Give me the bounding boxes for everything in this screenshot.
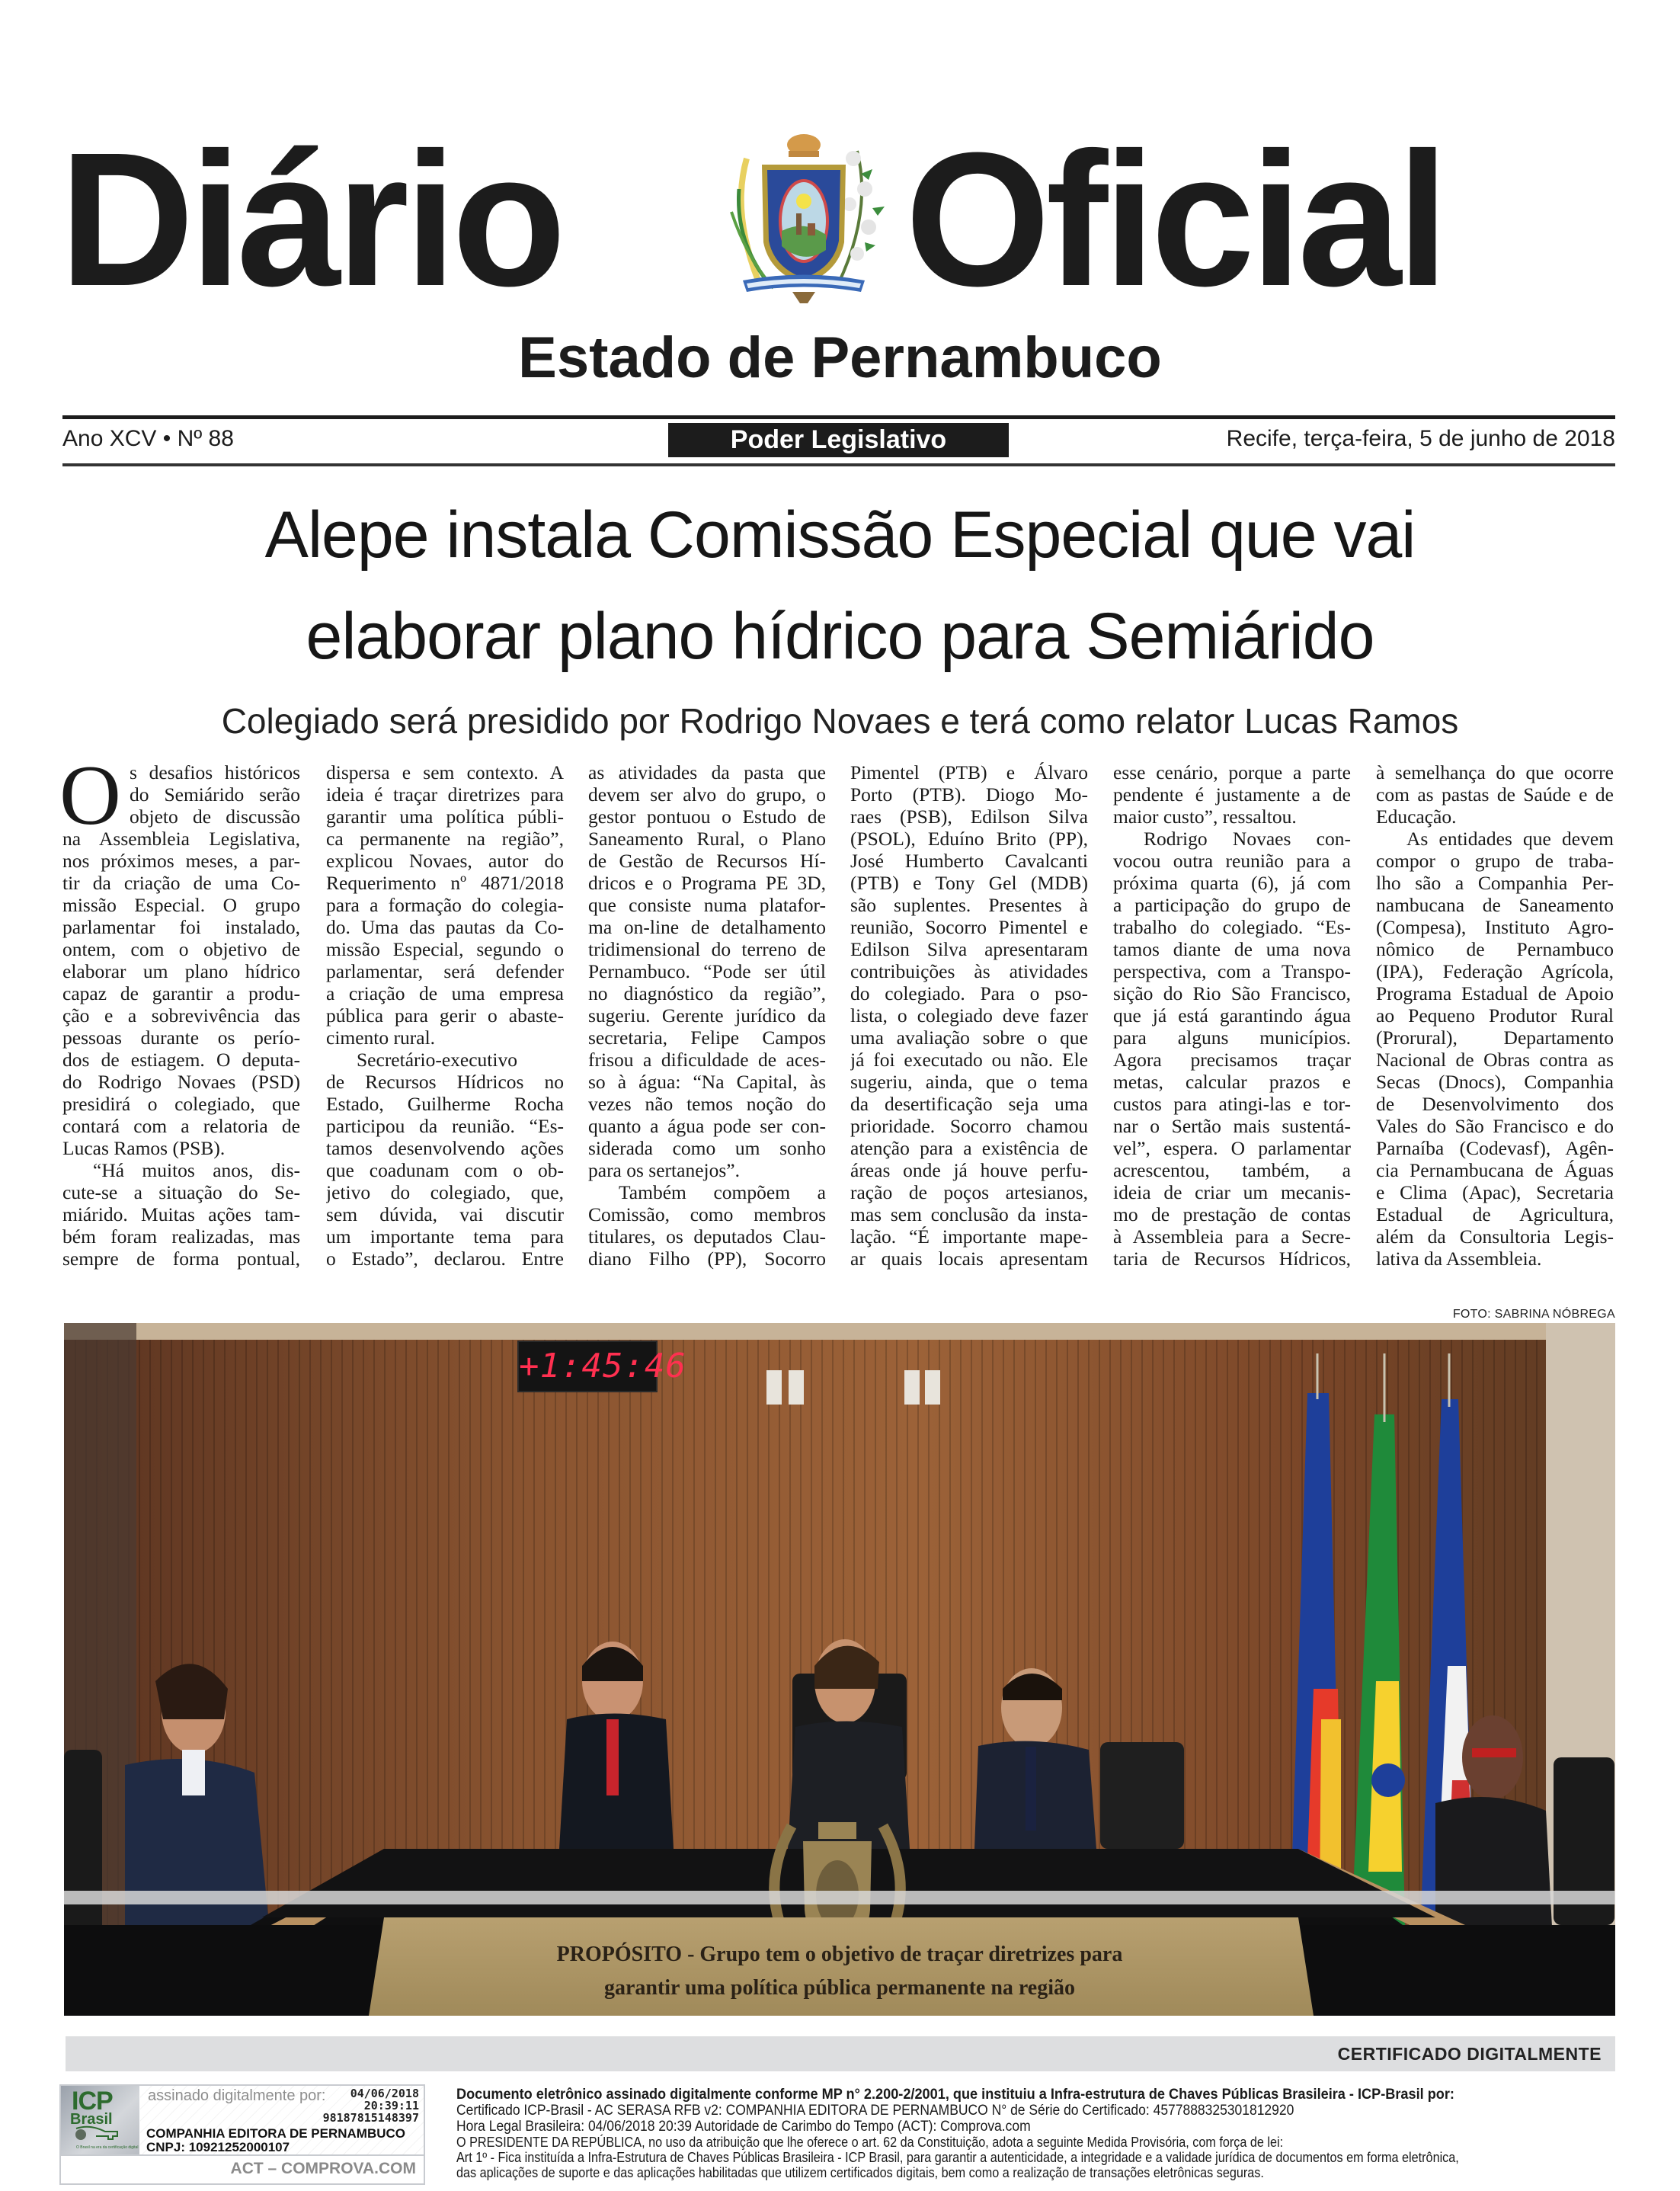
article-text-line: bém foram realizadas, mas [62,1225,300,1248]
article-text-line: próxima quarta (6), já com [1113,872,1351,894]
article-text-line: na Assembleia Legislativa, [62,828,300,850]
legal-line-1: Documento eletrônico assinado digitalmente conforme MP n° 2.200-2/2001, que instituiu a Infra-estrutura de Chaves Públicas Brasileira - ICP-Brasil por: [456,2086,1454,2103]
article-text-line: trabalho do colegiado. “Es- [1113,916,1351,938]
article-text-line: tridimensional do terreno de [588,938,826,960]
article-text-line: Pimentel (PTB) e Álvaro [850,761,1088,783]
certified-bar [66,2036,1615,2071]
article-text-line: Saneamento Rural, o Plano [588,828,826,850]
article-text-line: so à água: “Na Capital, às [588,1071,826,1093]
article-text-line: Também compõem a [619,1181,826,1203]
article-text-line: nar o Sertão mais sustentá- [1113,1115,1351,1137]
drop-cap: O [59,748,121,843]
stamp-cnpj: CNPJ: 10921252000107 [146,2140,290,2154]
article-text-line: uma avaliação sobre o que [850,1027,1088,1049]
article-text-line: o Estado”, declarou. Entre [326,1248,564,1270]
article-text-line: pessoas durante os perío- [62,1027,300,1049]
article-text-line: tamos diante de uma nova [1113,938,1351,960]
article-text-line: a participação do grupo de [1113,894,1351,916]
article-text-line: perspectiva, com a Transpo- [1113,960,1351,982]
signed-by-label: assinado digitalmente por: [148,2087,326,2104]
legal-line-6: das aplicações de suporte e das aplicações habilitadas que utilizem certificados digitais, bem como a realização de transações eletrônicas seguras. [456,2165,1264,2180]
article-text-line: que já está garantindo água [1113,1004,1351,1027]
article-text-line: vel”, espera. O parlamentar [1113,1137,1351,1159]
stamp-details [140,2086,424,2154]
legal-line-4: O PRESIDENTE DA REPÚBLICA, no uso da atribuição que lhe oferece o art. 62 da Constituição, adota a seguinte Medida Provisória, com força de lei: [456,2135,1284,2150]
article-text-line: Lucas Ramos (PSB). [62,1137,226,1159]
article-text-line: dispersa e sem contexto. A [326,761,564,783]
article-text-line: ideia é traçar diretrizes para [326,783,564,806]
article-text-line: tamos desenvolvendo ações [326,1137,564,1159]
article-text-line: Comissão, como membros [588,1203,826,1225]
article-text-line: jetivo do colegiado, que, [326,1181,564,1203]
stamp-company: COMPANHIA EDITORA DE PERNAMBUCO [146,2126,406,2141]
article-text-line: as atividades da pasta que [588,761,826,783]
masthead-title-left: Diário [59,113,562,325]
article-text-line: que coadunam com o ob- [326,1159,564,1181]
article-text-line: nômico de Pernambuco [1376,938,1614,960]
article-text-line: cute-se a situação do Se- [62,1181,300,1203]
article-text-line: (PTB) e Tony Gel (MDB) [850,872,1088,894]
article-text-line: gestor pontuou o Estudo de [588,806,826,828]
article-text-line: sição do Rio São Francisco, [1113,982,1351,1004]
article-deck: Colegiado será presidido por Rodrigo Novaes e terá como relator Lucas Ramos [221,701,1459,741]
article-column-5 [1113,761,1351,1270]
caption-kicker: PROPÓSITO [556,1943,683,1966]
article-text-line: um importante tema para [326,1225,564,1248]
stamp-code: 98187815148397 [322,2111,419,2125]
legal-line-3: Hora Legal Brasileira: 04/06/2018 20:39 Autoridade de Carimbo do Tempo (ACT): Comprova.com [456,2119,1031,2135]
masthead-subtitle: Estado de Pernambuco [518,325,1162,390]
article-text-line: esse cenário, porque a parte [1113,761,1351,783]
article-text-line: cimento rural. [326,1027,436,1049]
article-text-line: dos de estiagem. O deputa- [62,1049,300,1071]
article-text-line: (IPA), Federação Agrícola, [1376,960,1614,982]
stamp-timestamp [323,2087,419,2124]
article-text-line: lho são a Companhia Per- [1376,872,1614,894]
icp-brasil-logo [61,2086,139,2154]
caption-line-2: garantir uma política pública permanente na região [603,1976,1076,2000]
article-text-line: sem dúvida, vai discutir [326,1203,564,1225]
article-text-line: à semelhança do que ocorre [1376,761,1614,783]
article-text-line: lação. “É importante mape- [850,1225,1088,1248]
article-text-line: ao Pequeno Produtor Rural [1376,1004,1614,1027]
article-text-line: metas, calcular prazos e [1113,1071,1351,1093]
stamp-act-link[interactable]: ACT – COMPROVA.COM [230,2160,416,2177]
article-column-3 [588,761,826,1270]
article-text-line: titulares, os deputados Clau- [588,1225,826,1248]
article-text-line: miárido. Muitas ações tam- [62,1203,300,1225]
article-text-line: compor o grupo de traba- [1376,850,1614,872]
article-text-line: secretaria, Felipe Campos [588,1027,826,1049]
article-text-line: ma on-line de detalhamento [588,916,826,938]
article-text-line: ca permanente na região”, [326,828,564,850]
key-icon [75,2125,120,2145]
article-text-line: ração de poços artesianos, [850,1181,1088,1203]
article-text-line: vocou outra reunião para a [1113,850,1351,872]
icp-logo-subtext: Brasil [70,2111,113,2128]
legal-line-5: Art 1º - Fica instituída a Infra-Estrutura de Chaves Públicas Brasileira - ICP Brasil, para garantir a autenticidade, a integridade e a validade jurídica de documentos em forma eletrônica, [456,2150,1459,2165]
article-text-line: siderada como um sonho [588,1137,826,1159]
article-text-line: da desertificação seja uma [850,1093,1088,1115]
icp-logo-text: ICP [72,2087,113,2116]
article-text-line: parlamentar, será defender [326,960,564,982]
dateline: Recife, terça-feira, 5 de junho de 2018 [1226,426,1615,451]
article-column-6 [1376,761,1614,1270]
article-text-line: mo de prestação de contas [1113,1203,1351,1225]
article-text-line: taria de Recursos Hídricos, [1113,1248,1351,1270]
article-text-line: ideia de criar um mecanis- [1113,1181,1351,1203]
article-text-line: que consiste numa platafor- [588,894,826,916]
article-text-line: do colegiado. Para o pso- [850,982,1088,1004]
article-text-line: As entidades que devem [1406,828,1614,850]
article-text-line: nos próximos meses, a par- [62,850,300,872]
article-text-line: Porto (PTB). Diogo Mo- [850,783,1088,806]
icp-logo-tagline: O Brasil na era da certificação digital [76,2145,139,2150]
article-text-line: missão Especial. O grupo [62,894,300,916]
article-text-line: ar quais locais apresentam [850,1248,1088,1270]
article-text-line: sempre de forma pontual, [62,1248,300,1270]
article-text-line: ontem, com o objetivo de [62,938,300,960]
article-text-line: presidirá o colegiado, que [62,1093,300,1115]
coat-of-arms-emblem [716,128,891,305]
article-column-1 [62,761,300,1270]
article-text-line: quanto a água pode ser con- [588,1115,826,1137]
article-text-line: (Compesa), Instituto Agro- [1376,916,1614,938]
article-text-line: custos para atingi-las e tor- [1113,1093,1351,1115]
session-timer-display: +1:45:46 [517,1341,658,1392]
stamp-divider [61,2154,424,2156]
digital-signature-stamp [59,2084,425,2185]
article-text-line: ção e a sobrevivência das [62,1004,300,1027]
article-text-line: de Gestão de Recursos Hí- [588,850,826,872]
article-text-line: José Humberto Cavalcanti [850,850,1088,872]
article-text-line: do Rodrigo Novaes (PSD) [62,1071,300,1093]
article-text-line: Agora precisamos traçar [1113,1049,1351,1071]
article-text-line: “Há muitos anos, dis- [93,1159,300,1181]
article-text-line: à Assembleia para a Secre- [1113,1225,1351,1248]
article-text-line: Programa Estadual de Apoio [1376,982,1614,1004]
article-text-line: com as pastas de Saúde e de [1376,783,1614,806]
article-text-line: lista, o colegiado deve fazer [850,1004,1088,1027]
article-text-line: missão Especial, segundo o [326,938,564,960]
article-text-line: Estado, Guilherme Rocha [326,1093,564,1115]
article-text-line: Educação. [1376,806,1457,828]
article-text-line: de Recursos Hídricos no [326,1071,564,1093]
article-text-line: Nacional de Obras contra as [1376,1049,1614,1071]
article-text-line: maior custo”, ressaltou. [1113,806,1297,828]
article-text-line: Vales do São Francisco e do [1376,1115,1614,1137]
article-text-line: explicou Novaes, autor do [326,850,564,872]
article-text-line: Pernambuco. “Pode ser útil [588,960,826,982]
article-text-line: cia Pernambucana de Águas [1376,1159,1614,1181]
article-text-line: dricos e o Programa PE 3D, [588,872,826,894]
article-text-line: para os sertanejos”. [588,1159,740,1181]
article-text-line: e Clima (Apac), Secretaria [1376,1181,1614,1203]
article-column-4 [850,761,1088,1270]
article-text-line: Secas (Dnocs), Companhia [1376,1071,1614,1093]
article-text-line: s desafios históricos [130,761,300,783]
article-text-line: raes (PSB), Edilson Silva [850,806,1088,828]
article-text-line: Estadual de Agricultura, [1376,1203,1614,1225]
header-rule-bottom [62,463,1615,466]
article-text-line: reunião, Socorro Pimentel e [850,916,1088,938]
section-badge: Poder Legislativo [668,423,1009,457]
article-text-line: para alguns municípios. [1113,1027,1351,1049]
article-text-line: já foi executado ou não. Ele [850,1049,1088,1071]
headline-line-1: Alepe instala Comissão Especial que vai [264,498,1416,572]
article-text-line: de Desenvolvimento dos [1376,1093,1614,1115]
article-text-line: tir da criação de uma Co- [62,872,300,894]
legal-notice [456,2086,1622,2180]
article-text-line: nambucana de Saneamento [1376,894,1614,916]
photo-caption [64,1938,1615,2005]
article-text-line: áreas onde já houve perfu- [850,1159,1088,1181]
caption-line-1: - Grupo tem o objetivo de traçar diretrizes para [682,1943,1123,1966]
article-photo [64,1323,1615,2016]
article-text-line: garantir uma política públi- [326,806,564,828]
photo-credit: FOTO: SABRINA NÓBREGA [1452,1308,1615,1321]
article-text-line: acrescentou, também, a [1113,1159,1351,1181]
article-text-line: pendente é justamente a de [1113,783,1351,806]
article-text-line: frisou a dificuldade de aces- [588,1049,826,1071]
article-text-line: sugeriu. Gerente jurídico da [588,1004,826,1027]
article-text-line: sugeriu, ainda, que o tema [850,1071,1088,1093]
article-text-line: Secretário-executivo [357,1049,517,1071]
headline-line-2: elaborar plano hídrico para Semiárido [306,600,1374,673]
article-text-line: (Prorural), Departamento [1376,1027,1614,1049]
article-text-line: lativa da Assembleia. [1376,1248,1542,1270]
article-text-line: são suplentes. Presentes à [850,894,1088,916]
article-text-line: prioridade. Socorro chamou [850,1115,1088,1137]
article-text-line: mas sem conclusão da insta- [850,1203,1088,1225]
article-text-line: Requerimento nº 4871/2018 [326,872,564,894]
article-text-line: elaborar um plano hídrico [62,960,300,982]
article-text-line: do Semiárido serão [130,783,300,806]
article-text-line: parlamentar foi instalado, [62,916,300,938]
stamp-date: 04/06/2018 [350,2087,419,2100]
article-text-line: contribuições às atividades [850,960,1088,982]
article-text-line: (PSOL), Eduíno Brito (PP), [850,828,1088,850]
article-text-line: vezes não temos noção do [588,1093,826,1115]
article-text-line: para a formação do colegia- [326,894,564,916]
article-text-line: Rodrigo Novaes con- [1144,828,1351,850]
article-text-line: capaz de garantir a produ- [62,982,300,1004]
certified-label: CERTIFICADO DIGITALMENTE [1337,2044,1602,2064]
article-text-line: além da Consultoria Legis- [1376,1225,1614,1248]
article-text-line: participou da reunião. “Es- [326,1115,564,1137]
article-text-line: contará com a relatoria de [62,1115,300,1137]
article-text-line: Parnaíba (Codevasf), Agên- [1376,1137,1614,1159]
header-rule-top [62,415,1615,419]
stamp-time: 20:39:11 [363,2099,419,2113]
article-column-2 [326,761,564,1270]
article-text-line: devem ser alvo do grupo, o [588,783,826,806]
edition-number: Ano XCV • Nº 88 [62,426,234,451]
masthead-title-right: Oficial [905,113,1445,325]
article-text-line: pública para gerir o abaste- [326,1004,564,1027]
article-text-line: no diagnóstico da região”, [588,982,826,1004]
article-text-line: objeto de discussão [130,806,300,828]
article-text-line: atenção para a existência de [850,1137,1088,1159]
legal-line-2: Certificado ICP-Brasil - AC SERASA RFB v2: COMPANHIA EDITORA DE PERNAMBUCO N° de Série do Certificado: 4577888325301812920 [456,2103,1294,2119]
article-text-line: Edilson Silva apresentaram [850,938,1088,960]
article-text-line: diano Filho (PP), Socorro [588,1248,826,1270]
article-text-line: a criação de uma empresa [326,982,564,1004]
article-text-line: do. Uma das pautas da Co- [326,916,564,938]
